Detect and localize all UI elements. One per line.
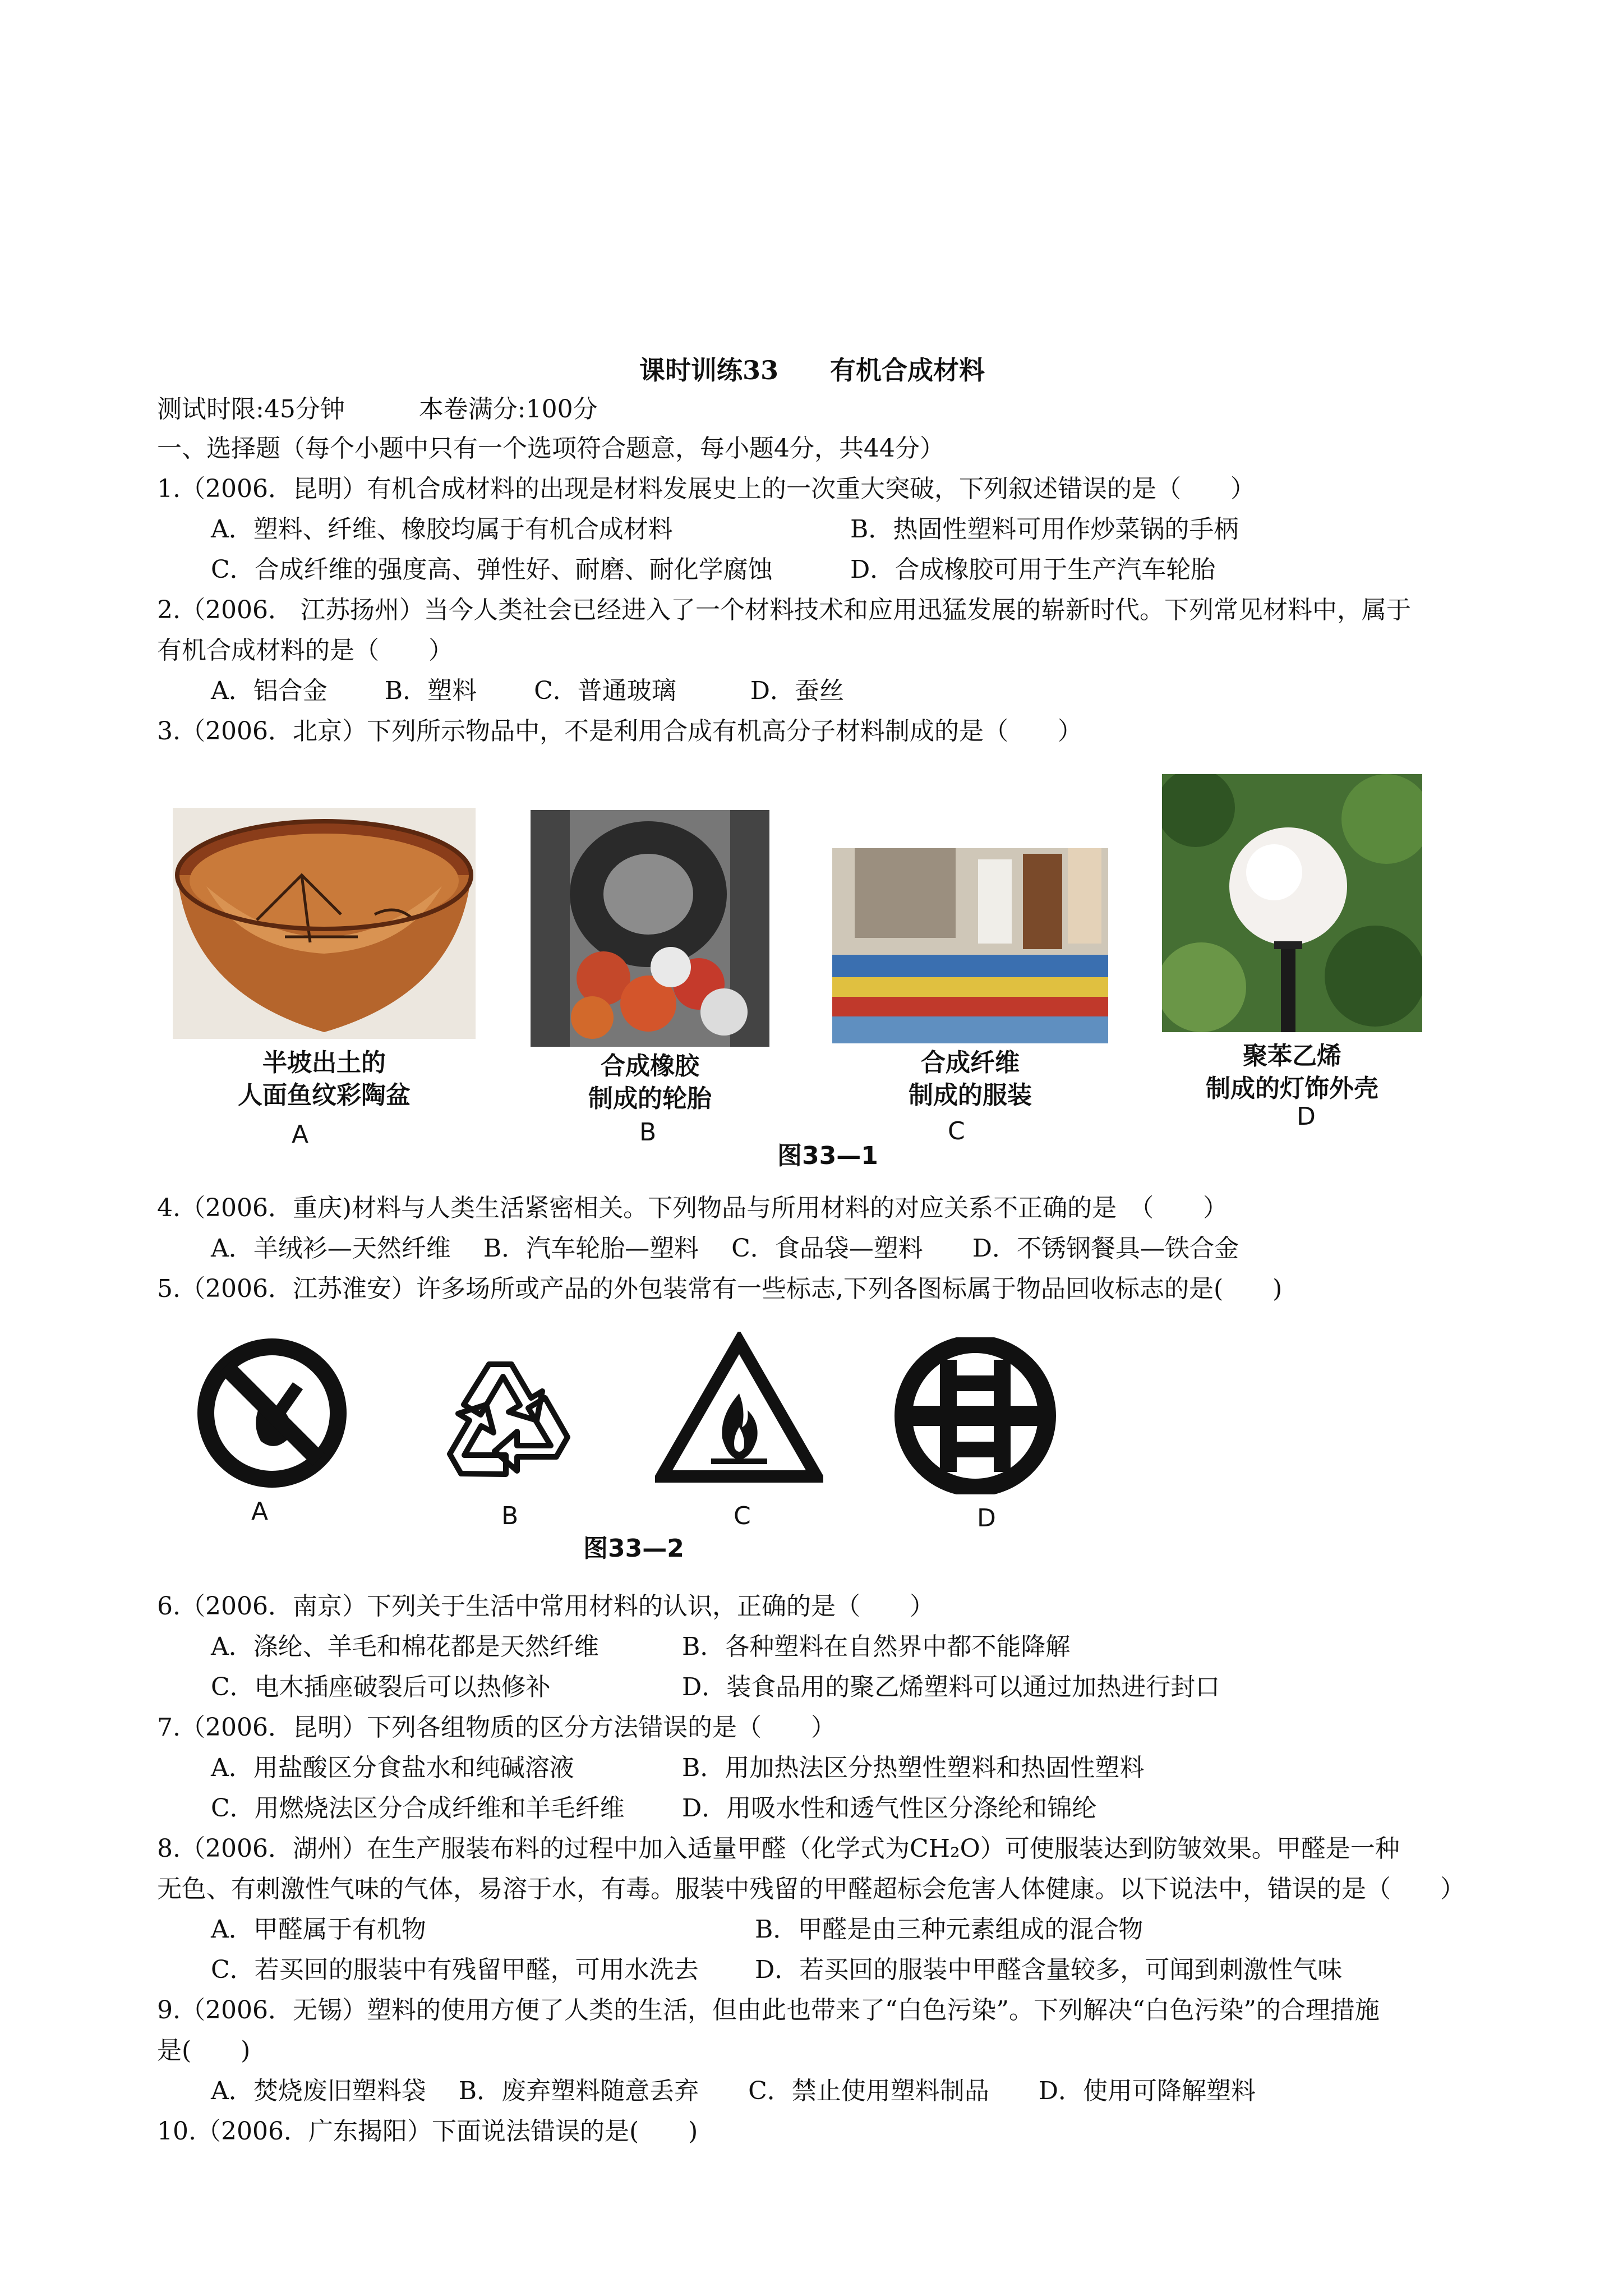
q1-option-a: A．塑料、纤维、橡胶均属于有机合成材料 (211, 515, 673, 544)
q10-stem: 10.（2006．广东揭阳）下面说法错误的是( ) (157, 2117, 698, 2146)
q9-stem-line1: 9.（2006．无锡）塑料的使用方便了人类的生活，但由此也带来了“白色污染”。下列解决“白色污染”的合理措施 (157, 1996, 1380, 2024)
q2-stem-line1: 2.（2006． 江苏扬州）当今人类社会已经进入了一个材料技术和应用迅猛发展的崭新时代。下列常见材料中，属于 (157, 596, 1411, 624)
caption-a-line1: 半坡出土的 (262, 1048, 386, 1077)
q7-option-a: A．用盐酸区分食盐水和纯碱溶液 (211, 1754, 574, 1782)
q1-option-c: C．合成纤维的强度高、弹性好、耐磨、耐化学腐蚀 (211, 555, 773, 584)
figure-33-2-caption: 图33—2 (583, 1534, 684, 1563)
figure2-letter-a: A (251, 1497, 269, 1526)
q5-stem: 5.（2006．江苏淮安）许多场所或产品的外包装常有一些标志,下列各图标属于物品回收标志的是( ) (157, 1274, 1283, 1303)
figure1-letter-a: A (292, 1120, 309, 1149)
figure2-letter-d: D (977, 1504, 996, 1533)
circular-emblem-icon (894, 1337, 1057, 1494)
section-heading: 一、选择题（每个小题中只有一个选项符合题意，每小题4分，共44分） (157, 434, 944, 463)
q1-option-b: B．热固性塑料可用作炒菜锅的手柄 (850, 515, 1239, 544)
q2-options: A．铝合金 B．塑料 C．普通玻璃 D．蚕丝 (211, 677, 845, 705)
q7-stem: 7.（2006．昆明）下列各组物质的区分方法错误的是（ ） (157, 1713, 836, 1742)
page-title: 课时训练33 有机合成材料 (639, 355, 985, 385)
q2-stem-line2: 有机合成材料的是（ ） (157, 636, 453, 665)
caption-c-line2: 制成的服装 (909, 1081, 1032, 1110)
rubber-tire-and-balls-image (531, 810, 769, 1047)
recycle-icon (427, 1342, 584, 1493)
figure2-letter-c: C (734, 1502, 751, 1530)
q4-options: A．羊绒衫—天然纤维 B．汽车轮胎—塑料 C．食品袋—塑料 D．不锈钢餐具—铁合金 (211, 1234, 1239, 1263)
test-info: 测试时限:45分钟 本卷满分:100分 (157, 395, 598, 424)
caption-a-line2: 人面鱼纹彩陶盆 (238, 1081, 411, 1110)
q8-option-d: D．若买回的服装中甲醛含量较多，可闻到刺激性气味 (755, 1955, 1343, 1984)
q8-stem-line1: 8.（2006．湖州）在生产服装布料的过程中加入适量甲醛（化学式为CH₂O）可使服装达到防皱效果。甲醛是一种 (157, 1834, 1400, 1863)
no-fire-icon (196, 1337, 348, 1489)
synthetic-fiber-clothing-image (832, 848, 1108, 1043)
painted-pottery-bowl-image (173, 808, 476, 1039)
q9-stem-line2: 是( ) (157, 2036, 251, 2065)
q6-option-b: B．各种塑料在自然界中都不能降解 (682, 1632, 1071, 1661)
q4-stem: 4.（2006．重庆)材料与人类生活紧密相关。下列物品与所用材料的对应关系不正确的是 （ ） (157, 1194, 1228, 1222)
q1-stem: 1.（2006．昆明）有机合成材料的出现是材料发展史上的一次重大突破，下列叙述错误的是（ ） (157, 475, 1255, 503)
figure-33-1-caption: 图33—1 (777, 1142, 878, 1170)
q6-option-c: C．电木插座破裂后可以热修补 (211, 1673, 551, 1701)
figure1-letter-d: D (1297, 1102, 1316, 1131)
q6-option-a: A．涤纶、羊毛和棉花都是天然纤维 (211, 1632, 599, 1661)
q7-option-d: D．用吸水性和透气性区分涤纶和锦纶 (682, 1794, 1097, 1823)
q8-option-a: A．甲醛属于有机物 (211, 1915, 426, 1944)
q7-option-b: B．用加热法区分热塑性塑料和热固性塑料 (682, 1754, 1145, 1782)
figure1-letter-b: B (639, 1118, 657, 1147)
q1-option-d: D．合成橡胶可用于生产汽车轮胎 (850, 555, 1216, 584)
q3-stem: 3.（2006．北京）下列所示物品中，不是利用合成有机高分子材料制成的是（ ） (157, 717, 1082, 746)
caption-d-line2: 制成的灯饰外壳 (1206, 1074, 1378, 1103)
q7-option-c: C．用燃烧法区分合成纤维和羊毛纤维 (211, 1794, 625, 1823)
polystyrene-lamp-image (1162, 774, 1422, 1032)
q9-options: A．焚烧废旧塑料袋 B．废弃塑料随意丢弃 C．禁止使用塑料制品 D．使用可降解塑料 (211, 2077, 1256, 2105)
caption-b-line2: 制成的轮胎 (588, 1084, 712, 1113)
caption-c-line1: 合成纤维 (921, 1048, 1020, 1077)
figure1-letter-c: C (948, 1117, 965, 1145)
q8-option-b: B．甲醛是由三种元素组成的混合物 (755, 1915, 1144, 1944)
figure2-letter-b: B (501, 1502, 519, 1530)
q8-stem-line2: 无色、有刺激性气味的气体，易溶于水，有毒。服装中残留的甲醛超标会危害人体健康。以下说法中，错误的是（ ） (157, 1875, 1465, 1903)
caption-d-line1: 聚苯乙烯 (1243, 1042, 1341, 1070)
caption-b-line1: 合成橡胶 (601, 1052, 699, 1080)
q6-stem: 6.（2006．南京）下列关于生活中常用材料的认识，正确的是（ ） (157, 1592, 934, 1621)
q6-option-d: D．装食品用的聚乙烯塑料可以通过加热进行封口 (682, 1673, 1220, 1701)
flammable-warning-icon (655, 1332, 823, 1483)
q8-option-c: C．若买回的服装中有残留甲醛，可用水洗去 (211, 1955, 699, 1984)
